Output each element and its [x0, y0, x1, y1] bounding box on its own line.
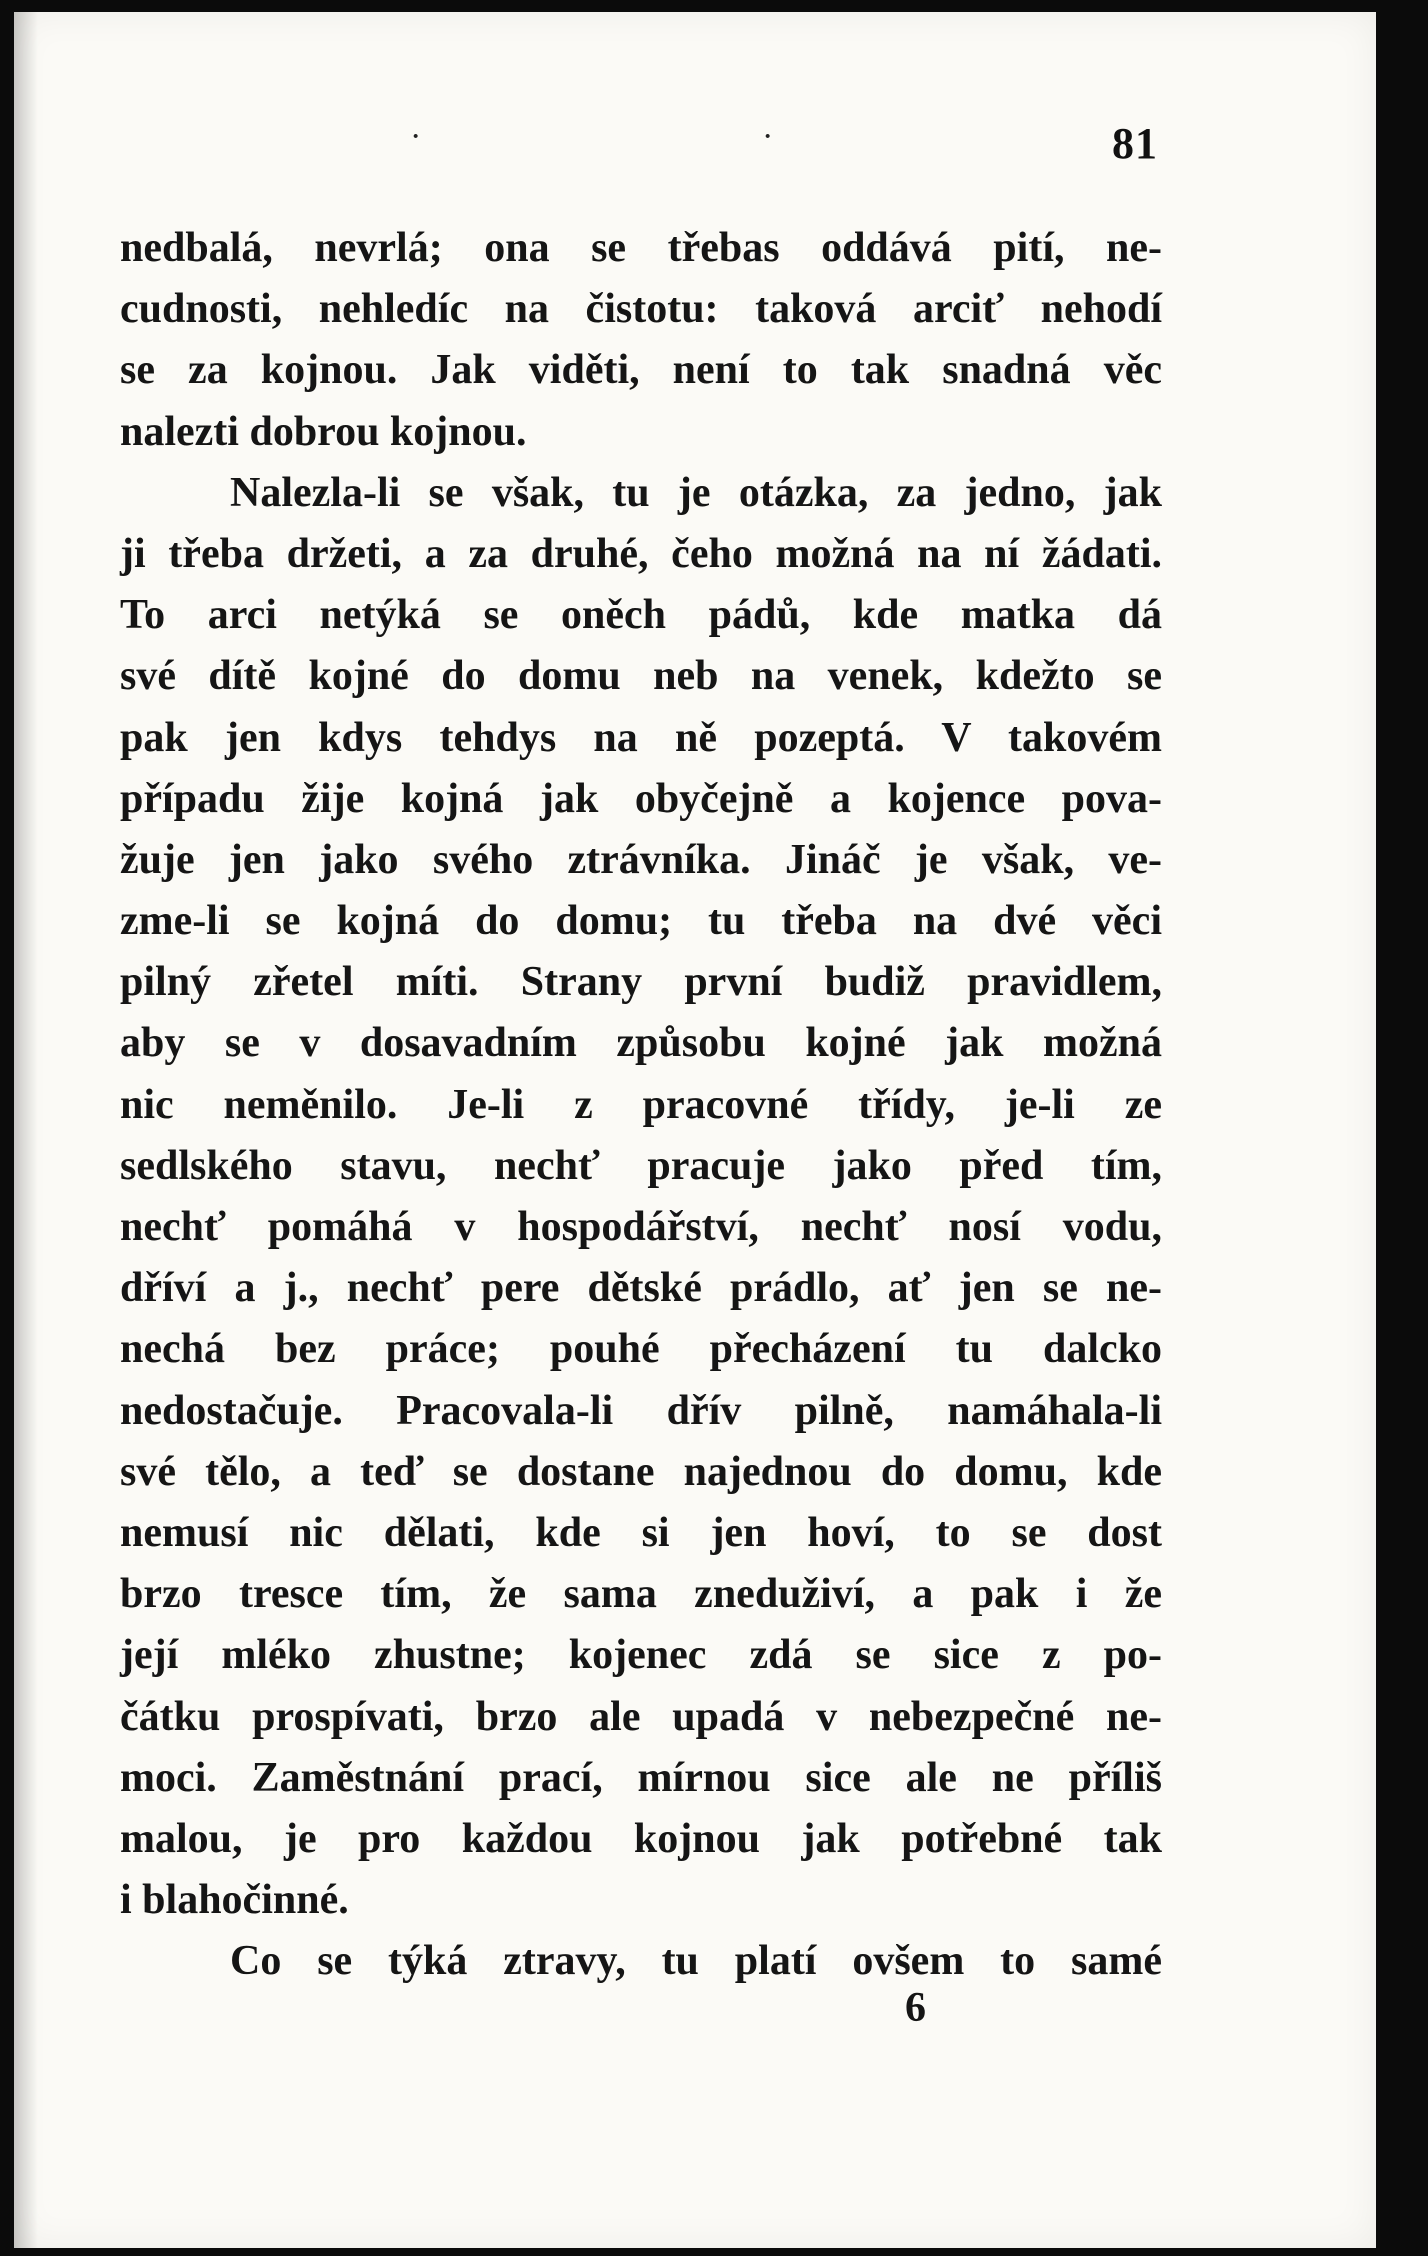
text-line: i blahočinné.	[120, 1877, 349, 1924]
text-line: nedbalá, nevrlá; ona se třebas oddává pití, ne-	[120, 225, 1162, 271]
text-line: aby se v dosavadním způsobu kojné jak možná	[120, 1020, 1162, 1067]
text-line: nechť pomáhá v hospodářství, nechť nosí vodu,	[120, 1204, 1162, 1250]
ink-speck: ·	[762, 118, 774, 155]
ink-speck: ·	[410, 118, 422, 155]
text-line: malou, je pro každou kojnou jak potřebné tak	[120, 1815, 1162, 1862]
signature-mark: 6	[905, 1985, 926, 2031]
text-line: dříví a j., nechť pere dětské prádlo, ať jen se ne-	[120, 1265, 1162, 1312]
text-line: moci. Zaměstnání prací, mírnou sice ale ne příliš	[120, 1754, 1162, 1801]
text-line: zme-li se kojná do domu; tu třeba na dvé věci	[120, 898, 1162, 945]
text-line: pilný zřetel míti. Strany první budiž pravidlem,	[120, 959, 1162, 1006]
text-line: žuje jen jako svého ztrávníka. Jináč je však, ve-	[120, 836, 1162, 883]
text-line: nedostačuje. Pracovala-li dřív pilně, namáhala-li	[120, 1387, 1162, 1434]
text-line: nic neměnilo. Je-li z pracovné třídy, je-li ze	[120, 1081, 1162, 1128]
text-line: se za kojnou. Jak viděti, není to tak snadná věc	[120, 347, 1162, 394]
text-line: brzo tresce tím, že sama zneduživí, a pak i že	[120, 1571, 1162, 1618]
text-line: čátku prospívati, brzo ale upadá v nebezpečné ne-	[120, 1693, 1162, 1740]
text-line: sedlského stavu, nechť pracuje jako před tím,	[120, 1142, 1162, 1189]
text-line: její mléko zhustne; kojenec zdá se sice z po-	[120, 1632, 1162, 1679]
text-line: své tělo, a teď se dostane najednou do domu, kde	[120, 1448, 1162, 1495]
page-gutter-shadow	[14, 12, 38, 2248]
text-line: pak jen kdys tehdys na ně pozeptá. V takovém	[120, 714, 1162, 761]
text-line: nechá bez práce; pouhé přecházení tu dalcko	[120, 1326, 1162, 1373]
text-line: To arci netýká se oněch pádů, kde matka dá	[120, 592, 1162, 639]
text-line: cudnosti, nehledíc na čistotu: taková arciť nehodí	[120, 286, 1162, 333]
text-line: Nalezla-li se však, tu je otázka, za jedno, jak	[230, 469, 1162, 516]
text-line: nalezti dobrou kojnou.	[120, 408, 527, 455]
text-line: nemusí nic dělati, kde si jen hoví, to se dost	[120, 1509, 1162, 1556]
page-number: 81	[1112, 119, 1158, 168]
body-text	[120, 218, 1162, 1992]
text-line: případu žije kojná jak obyčejně a kojence pova-	[120, 775, 1162, 822]
text-line: své dítě kojné do domu neb na venek, kdežto se	[120, 653, 1162, 700]
text-line: ji třeba držeti, a za druhé, čeho možná na ní žádati.	[120, 530, 1162, 577]
text-line: Co se týká ztravy, tu platí ovšem to samé	[230, 1938, 1162, 1985]
